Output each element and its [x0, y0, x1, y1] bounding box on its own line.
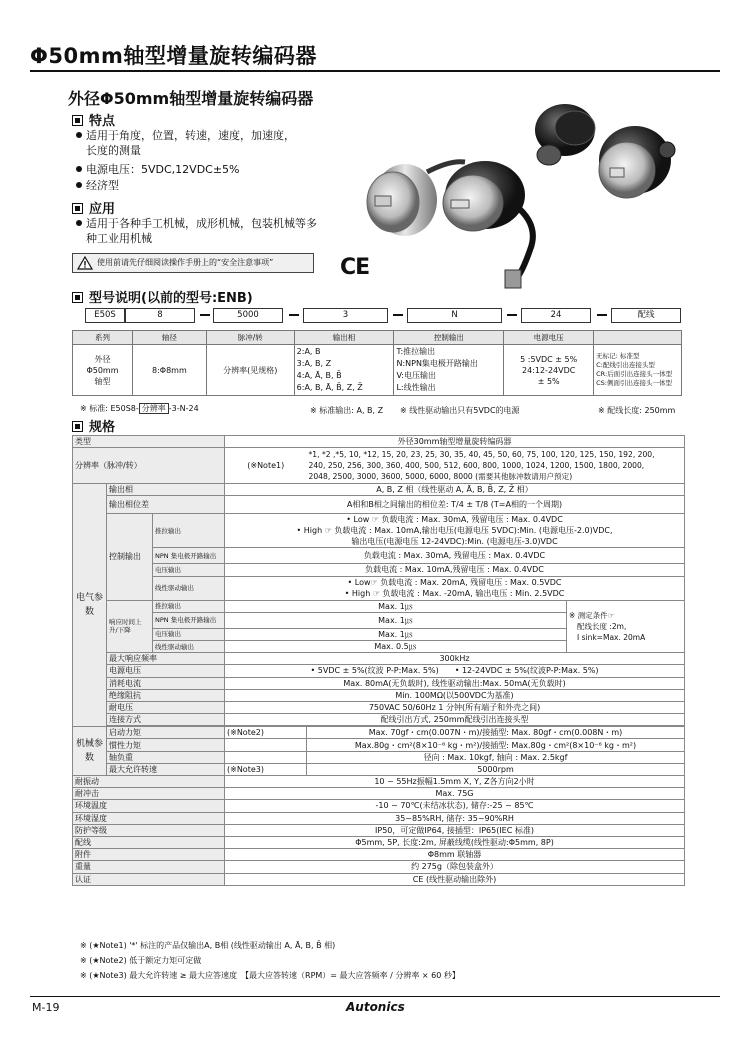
footnote: ※ (★Note1) '*' 标注的产品仅输出A, B相 (线性驱动输出 A, Ā, B, B̄ 相): [80, 941, 336, 950]
page-number: M-19: [32, 1001, 60, 1014]
code-wiring: 配线: [611, 308, 681, 323]
safety-warning: 使用前请先仔细阅读操作手册上的“安全注意事项”: [72, 253, 314, 273]
code-resolution: 5000: [213, 308, 283, 323]
spec-heading: 规格: [72, 416, 115, 435]
code-dash: [393, 314, 403, 316]
product-photo: [365, 100, 695, 290]
code-power: 24: [521, 308, 591, 323]
footnote: ※ (★Note2) 低于额定力矩可定做: [80, 956, 202, 965]
feature-item: 电源电压：5VDC,12VDC±5%: [76, 162, 240, 177]
footnote: ※ (★Note3) 最大允许转速 ≥ 最大应答速度 【最大应答转速（RPM）= 最大应答频率 / 分辨率 × 60 秒】: [80, 971, 460, 980]
model-note-output: ※ 标准输出: A, B, Z: [310, 406, 384, 415]
model-table-header: 系列 轴径 脉冲/转 输出相 控制输出 电源电压: [73, 331, 682, 345]
feature-item: 适用于角度，位置，转速，速度，加速度，: [76, 128, 295, 143]
code-shaft: 8: [125, 308, 195, 323]
feature-item: 长度的测量: [86, 144, 141, 157]
title-rule: [30, 70, 720, 72]
feature-item: 经济型: [76, 178, 119, 193]
code-dash: [200, 314, 210, 316]
page-title: Φ50mm轴型增量旋转编码器: [30, 44, 317, 68]
model-note-cable: ※ 配线长度: 250mm: [598, 406, 676, 415]
application-item: 种工业用机械: [86, 232, 152, 245]
code-dash: [507, 314, 517, 316]
sub-title: 外径Φ50mm轴型增量旋转编码器: [68, 89, 314, 108]
model-table: [72, 330, 682, 396]
code-series: E50S: [85, 308, 125, 323]
model-note-standard: ※ 标准: E50S8- 分辨率 -3-N-24: [80, 404, 199, 413]
footer-rule: [30, 996, 720, 997]
warning-icon: [77, 256, 93, 270]
ce-mark: CE: [340, 255, 370, 280]
model-table-row: 外径 Φ50mm 轴型 8:Φ8mm 分辨率(见规格) 2:A, B 3:A, B, Z 4:A, Ā, B, B̄ 6:A, B, Ā, B̄, Z, Z̄ T:推拉输出 N:NPN集电极开路输出 V:电压输出 L:线性输出 5 :5VDC ± 5% 24:12-24VDC ± 5% 无标记: 标准型 C:配线引出连接头型 CR:后面引出连接头一体型 CS:侧面引出连接头一体型: [73, 345, 682, 396]
code-control: N: [407, 308, 502, 323]
model-note-linedrv: ※ 线性驱动输出只有5VDC的电源: [400, 406, 520, 415]
code-dash: [597, 314, 607, 316]
applications-heading: 应用: [72, 198, 115, 217]
spec-table: 类型 外径30mm轴型增量旋转编码器 分辨率（脉冲/转） (※Note1) *1, *2 ,*5, 10, *12, 15, 20, 23, 25, 30, 35, 40, 45, 50, 60, 75, 100, 120, 125, 150, 192, 200, 240, 250, 256, 300, 360, 400, 500, 512, 600, 800, 1000, 1024, 1200, 1500, 1800, 2000, 2048, 2500, 3000, 3600, 5000, 6000, 8000 (需要其他脉冲数请用户预定) 电气参数 输出相 A, B, Z 相（线性驱动 A, Ā, B, B̄, Z, Z̄ 相） 输出相位差 A相和B相之间输出的相位差: T/4 ± T/8 (T=A相的一个周期) 控制输出 推拉输出 • Low ☞ 负载电流 : Max. 30mA, 残留电压 : Max. 0.4VDC • High ☞ 负载电流 : Max. 10mA,输出电压(电源电压 5VDC):Min. (电源电压-2.0)VDC, 输出电压(电源电压 12-24VDC):Min. (电源电压-3.0)VDC NPN 集电极开路输出 负载电流 : Max. 30mA, 残留电压 : Max. 0.4VDC 电压输出 负载电流 : Max. 10mA,残留电压 : Max. 0.4VDC 线性驱动输出 • Low☞ 负载电流 : Max. 20mA, 残留电压 : Max. 0.5VDC • High ☞ 负载电流 : Max. -20mA, 输出电压 : Min. 2.5VDC 响应时间上升/下降 推拉输出 Max. 1㎲ ※ 测定条件☞ 配线长度 :2m, I sink=Max. 20mA NPN 集电极开路输出 Max. 1㎲ 电压输出 Max. 1㎲ 线性驱动输出 Max. 0.5㎲ 最大响应频率 300kHz 电源电压 • 5VDC ± 5%(纹波 P-P:Max. 5%) • 12-24VDC ± 5%(纹波P-P:Max. 5%) 消耗电流 Max. 80mA(无负载时), 线性驱动输出:Max. 50mA(无负载时) 绝缘阻抗 Min. 100MΩ(以500VDC为基准) 耐电压 750VAC 50/60Hz 1 分钟(所有端子和外壳之间) 连接方式 配线引出方式, 250mm配线引出连接头型 机械参数 启动力矩 (※Note2) Max. 70gf・cm(0.007N・m)/接插型: Max. 80gf・cm(0.008N・m) 惯性力矩 Max.80g・cm²(8×10⁻⁶ kg・m²)/接插型: Max.80g・cm²(8×10⁻⁶ kg・m²) 轴负重 径向 : Max. 10kgf, 轴向 : Max. 2.5kgf 最大允许转速 (※Note3) 5000rpm 耐振动 10 ~ 55Hz振幅1.5mm X, Y, Z各方向2小时 耐冲击 Max. 75G 环境温度 -10 ~ 70℃(未结冰状态), 储存:-25 ~ 85℃ 环境湿度 35~85%RH, 储存: 35~90%RH 防护等级 IP50，可定做IP64, 接插型：IP65(IEC 标准) 配线 Φ5mm, 5P, 长度:2m, 屏蔽线缆(线性驱动:Φ5mm, 8P) 附件 Φ8mm 联轴器 重量 约 275g（除包装盒外） 认证 CE (线性驱动输出除外): [72, 435, 685, 886]
code-dash: [289, 314, 299, 316]
brand-logo: Autonics: [346, 1000, 405, 1014]
model-heading: 型号说明(以前的型号:ENB): [72, 287, 253, 306]
section-box-icon: [72, 115, 83, 126]
code-phase: 3: [303, 308, 388, 323]
application-item: 适用于各种手工机械，成形机械，包装机械等多: [76, 216, 317, 231]
features-heading: 特点: [72, 110, 115, 129]
